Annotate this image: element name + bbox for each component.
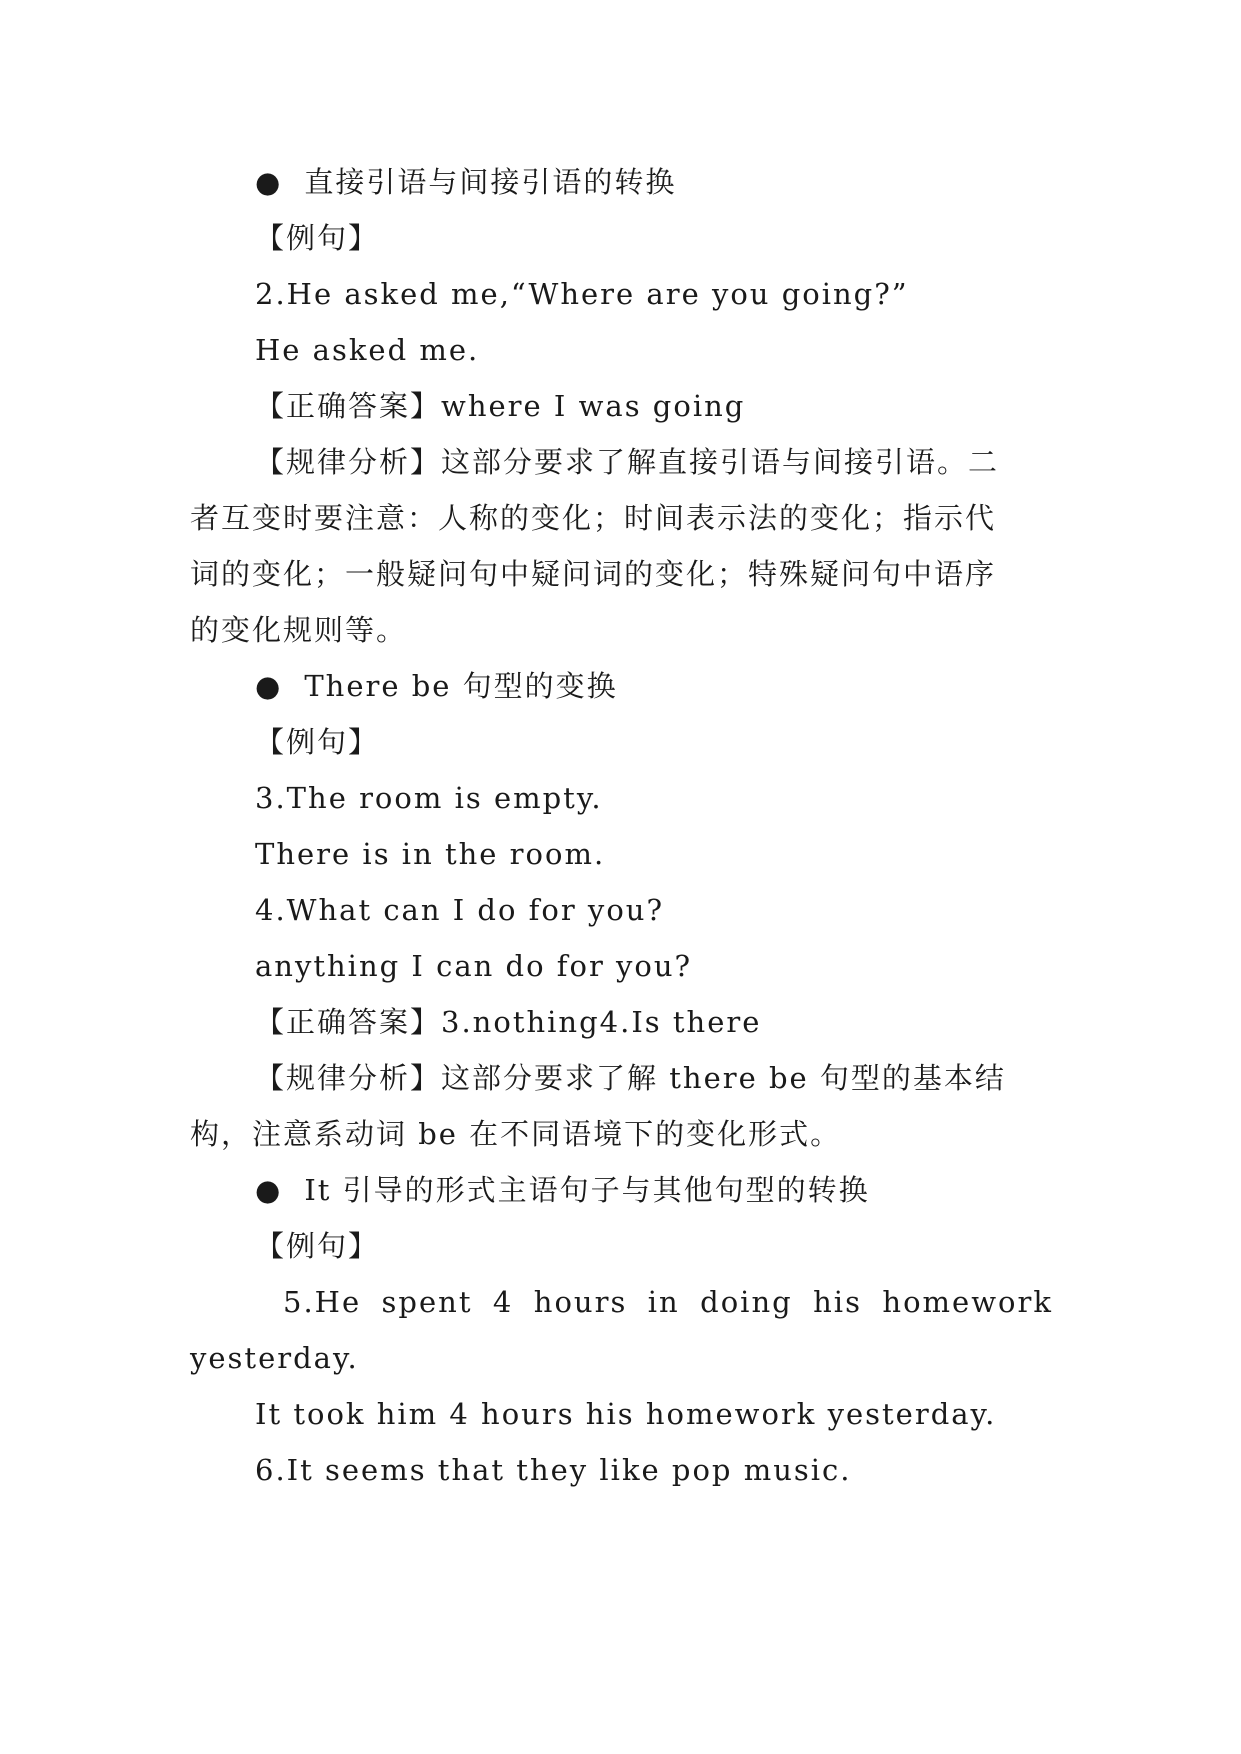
answer-label: 【正确答案】 [255, 389, 442, 423]
example-label: 【例句】 [255, 725, 380, 759]
answer-line [255, 386, 745, 426]
section-heading: ● 直接引语与间接引语的转换 [255, 162, 676, 202]
example-sentence: 2.He asked me,“Where are you going?” [255, 277, 909, 311]
answer-text: where I was going [441, 389, 746, 423]
example-sentence: There is in the room. [255, 837, 606, 871]
example-sentence: It took him 4 hours his homework yesterday. [255, 1397, 997, 1431]
analysis-line: 【规律分析】这部分要求了解直接引语与间接引语。二 [255, 445, 1000, 479]
answer-label: 【正确答案】 [255, 1005, 442, 1039]
analysis-line: 词的变化；一般疑问句中疑问词的变化；特殊疑问句中语序 [190, 557, 997, 591]
example-sentence: anything I can do for you? [255, 949, 693, 983]
analysis-line: 构，注意系动词 be 在不同语境下的变化形式。 [190, 1117, 842, 1151]
section-heading: ● There be 句型的变换 [255, 666, 618, 706]
example-sentence: 3.The room is empty. [255, 781, 603, 815]
analysis-line: 者互变时要注意：人称的变化；时间表示法的变化；指示代 [190, 501, 997, 535]
analysis-label: 【规律分析】 [255, 445, 442, 479]
answer-text: 3.nothing4.Is there [441, 1005, 762, 1039]
example-label: 【例句】 [255, 1229, 380, 1263]
answer-line [255, 1002, 761, 1042]
example-sentence-justified: 5.He spent 4 hours in doing his homework [283, 1285, 1053, 1319]
bullet-icon: ● [255, 1173, 283, 1207]
example-sentence: 6.It seems that they like pop music. [255, 1453, 852, 1487]
example-sentence: He asked me. [255, 333, 480, 367]
analysis-line: 的变化规则等。 [190, 613, 408, 647]
example-sentence: yesterday. [190, 1341, 359, 1375]
section-heading: ● It 引导的形式主语句子与其他句型的转换 [255, 1170, 870, 1210]
analysis-label: 【规律分析】 [255, 1061, 442, 1095]
example-sentence: 4.What can I do for you? [255, 893, 664, 927]
analysis-line: 【规律分析】这部分要求了解 there be 句型的基本结 [255, 1061, 1006, 1095]
bullet-icon: ● [255, 165, 283, 199]
example-label: 【例句】 [255, 221, 380, 255]
bullet-icon: ● [255, 669, 283, 703]
